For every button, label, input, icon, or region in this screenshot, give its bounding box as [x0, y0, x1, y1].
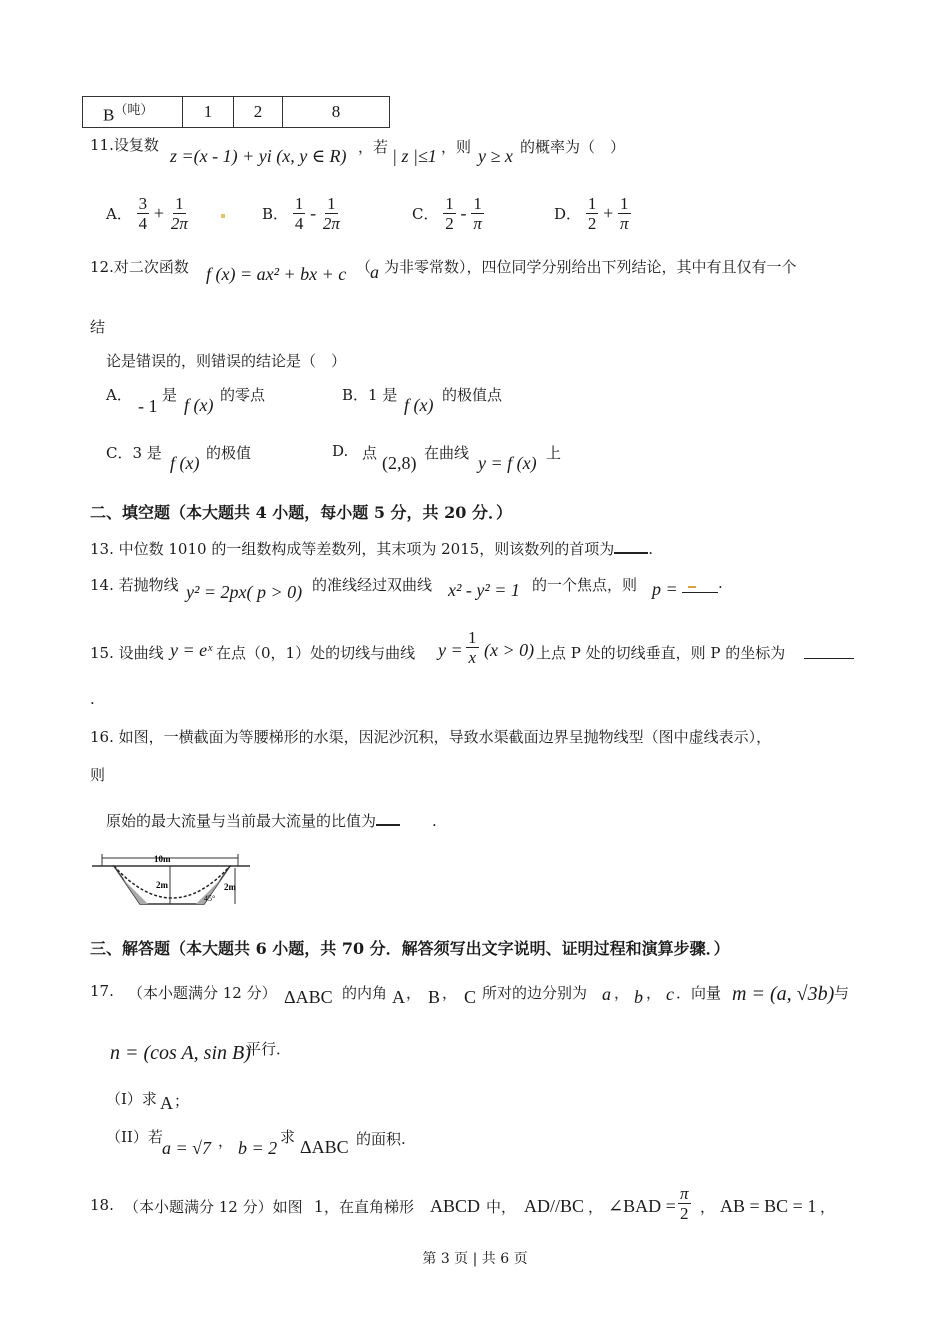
q12-option-c-label: C．3 是 — [106, 444, 162, 462]
q12-option-b-tail: 的极值点 — [442, 386, 503, 404]
q17-part1-label: （I）求 — [106, 1090, 157, 1108]
frac-num: 1 — [473, 194, 482, 213]
q13 — [90, 538, 653, 559]
q14-tail: 的一个焦点，则 — [532, 576, 638, 594]
q11-expression: z =(x - 1) + yi (x, y ∈ R) — [170, 146, 347, 166]
q12-option-b-f: f (x) — [404, 395, 434, 415]
q17-score: （本小题满分 12 分） — [128, 984, 277, 1002]
q11-condition2: y ≥ x — [478, 146, 513, 166]
q14-end: . — [718, 574, 723, 592]
q15-fraction — [466, 628, 479, 667]
q16-line3-text: 原始的最大流量与当前最大流量的比值为 — [106, 812, 377, 830]
q12-option-a-val: - 1 — [138, 396, 158, 416]
q15-condition: (x > 0) — [484, 640, 535, 660]
frac-den: 2π — [170, 214, 188, 233]
frac-den: 2 — [680, 1204, 689, 1223]
answer-blank — [804, 648, 854, 659]
frac-den: 2 — [587, 214, 597, 233]
frac-num: 1 — [327, 194, 336, 213]
q12-option-d-mid2: 在曲线 — [424, 444, 470, 462]
q12-option-d-label: D. — [332, 442, 349, 460]
q17-part2-triangle: ΔABC — [300, 1137, 349, 1157]
q15-tail: 上点 P 处的切线垂直，则 P 的坐标为 — [536, 644, 786, 662]
q14-mid: 的准线经过双曲线 — [312, 576, 433, 594]
q17-angle-c: C — [464, 987, 477, 1007]
q18-equal-sides: AB = BC = 1 — [720, 1196, 817, 1216]
frac-num: 1 — [175, 194, 184, 213]
q15-curve1: y = eˣ — [170, 640, 213, 660]
label-depth-left: 2m — [156, 880, 168, 890]
q13-end: . — [648, 540, 654, 558]
frac-den: x — [468, 648, 477, 667]
paren-open: （ — [356, 258, 372, 276]
table-cell: 8 — [283, 97, 390, 128]
q14-parabola: y² = 2px( p > 0) — [186, 582, 303, 602]
q11-option-c — [412, 194, 484, 233]
q18-score: （本小题满分 12 分）如图 — [124, 1198, 303, 1216]
frac-den: 4 — [138, 214, 148, 233]
option-label: B． — [262, 205, 289, 223]
frac-den: 2π — [322, 214, 340, 233]
q11-tail: 的概率为（ ） — [520, 138, 626, 156]
frac-num: 1 — [445, 194, 454, 213]
row-label-text: B — [103, 105, 115, 125]
q17-part2-a: a = √7 — [162, 1138, 212, 1158]
label-depth-right: 2m — [224, 882, 236, 892]
operator: + — [153, 203, 165, 223]
q16-figure — [92, 850, 252, 912]
option-label: A． — [106, 205, 132, 223]
label-angle: 45° — [204, 894, 216, 903]
q17-part2-tail: 的面积. — [356, 1130, 406, 1148]
q12-line2: 结 — [90, 318, 106, 336]
table-row — [83, 97, 390, 128]
frac-den: π — [473, 214, 482, 233]
q17-part2-label: （II）若 — [106, 1128, 163, 1146]
q12-number: 12. — [90, 258, 114, 276]
frac-num: π — [680, 1184, 689, 1203]
q17-side-a: a — [602, 984, 611, 1004]
q12-option-b-label: B．1 是 — [342, 386, 398, 404]
q17-part2-b: b = 2 — [238, 1138, 278, 1158]
q17-angle-a: A — [392, 987, 405, 1007]
q18-quad: ABCD — [430, 1196, 481, 1216]
option-label: C． — [412, 205, 439, 223]
channel-diagram — [92, 850, 252, 912]
q18-figure-num: 1 — [314, 1196, 323, 1216]
q17-part1-var: A — [160, 1093, 173, 1113]
q18-t2: 中， — [486, 1198, 517, 1216]
q12-line3: 论是错误的，则错误的结论是（ ） — [106, 352, 347, 370]
operator: - — [460, 203, 467, 223]
q17-t4: 与 — [834, 984, 850, 1002]
stray-mark — [688, 586, 696, 588]
q12-option-c-f: f (x) — [170, 453, 200, 473]
q18-fraction — [678, 1184, 691, 1223]
q16-line3 — [106, 810, 437, 831]
data-table — [82, 96, 390, 128]
q11-mid1: ，若 — [358, 138, 389, 156]
q17-vector-m: m = (a, √3b) — [732, 983, 835, 1005]
q12-paren — [356, 256, 371, 277]
frac-den: 2 — [445, 214, 454, 233]
row-unit: （吨） — [114, 102, 154, 118]
page-footer: 第 3 页 | 共 6 页 — [422, 1251, 528, 1267]
q12-option-a-label: A． — [106, 386, 132, 404]
q12-option-d-point: (2,8) — [382, 453, 417, 473]
table-cell: 2 — [234, 97, 283, 128]
section-title-solutions: 三、解答题（本大题共 6 小题，共 70 分．解答须写出文字说明、证明过程和演算步骤．） — [90, 939, 730, 958]
table-row-label — [83, 97, 183, 128]
q17-vector-n: n = (cos A, sin B) — [110, 1042, 251, 1064]
q15-mid: 在点（0，1）处的切线与曲线 — [216, 644, 416, 662]
q17-part1-end: ； — [174, 1092, 190, 1110]
q14-lead: 14. 若抛物线 — [90, 576, 179, 594]
q11-option-a — [106, 194, 190, 233]
q12-option-c-tail: 的极值 — [206, 444, 252, 462]
frac-den: 4 — [294, 214, 304, 233]
q18-angle: ∠BAD = — [608, 1196, 676, 1216]
q17-t3: ．向量 — [676, 984, 722, 1002]
q15-line2: . — [90, 690, 95, 708]
q12-option-a-tail: 的零点 — [220, 386, 266, 404]
q12-a-var: a — [370, 262, 379, 282]
q11-option-d — [554, 194, 631, 233]
q12-option-d-tail: 上 — [546, 444, 562, 462]
q12-option-a-f: f (x) — [184, 395, 214, 415]
answer-blank — [376, 824, 400, 826]
q14-hyperbola: x² - y² = 1 — [448, 580, 520, 600]
operator: + — [603, 203, 614, 223]
q11-stem — [90, 134, 159, 155]
q11-lead: 设复数 — [113, 136, 159, 154]
q17-side-b: b — [634, 987, 643, 1007]
q16-line2: 则 — [90, 766, 106, 784]
q17-side-c: c — [666, 984, 674, 1004]
q17-t2: 所对的边分别为 — [482, 984, 588, 1002]
q12-option-d-curve: y = f (x) — [478, 453, 537, 473]
q18-parallel: AD//BC — [524, 1196, 585, 1216]
q17-t1: 的内角 — [342, 984, 388, 1002]
frac-num: 1 — [468, 628, 477, 647]
q17-part2-mid: 求 — [280, 1128, 296, 1146]
q16-end: . — [432, 812, 437, 830]
q12-option-d-mid: 点 — [362, 444, 378, 462]
answer-blank — [614, 552, 648, 554]
q16-line1: 16. 如图，一横截面为等腰梯形的水渠，因泥沙沉积，导致水渠截面边界呈抛物线型（图中虚线表示）， — [90, 728, 772, 746]
q12-lead: 对二次函数 — [113, 258, 189, 276]
q13-text: 13. 中位数 1010 的一组数构成等差数列，其末项为 2015，则该数列的首项为 — [90, 540, 615, 558]
q11-condition: | z |≤1 — [392, 146, 437, 166]
operator: - — [310, 203, 317, 223]
frac-num: 1 — [620, 194, 629, 213]
option-label: D． — [554, 205, 582, 223]
q17-triangle: ΔABC — [284, 987, 333, 1007]
q11-mid2: ，则 — [441, 138, 472, 156]
q18-number: 18. — [90, 1196, 114, 1214]
q12-stem — [90, 256, 189, 277]
label-top-width: 10m — [154, 854, 171, 864]
q11-option-b — [262, 194, 342, 233]
q15-y: y = — [438, 640, 463, 660]
q11-number: 11. — [90, 136, 114, 154]
frac-num: 1 — [294, 194, 304, 213]
table-cell: 1 — [183, 97, 234, 128]
q18-t1: ，在直角梯形 — [324, 1198, 415, 1216]
q14-answer-var: p = — [652, 579, 678, 599]
q17-t5: 平行． — [246, 1040, 292, 1058]
stray-mark — [221, 214, 225, 218]
q12-expression: f (x) = ax² + bx + c — [206, 264, 347, 284]
frac-den: π — [620, 214, 629, 233]
section-title-fill-in: 二、填空题（本大题共 4 小题，每小题 5 分，共 20 分．） — [90, 503, 512, 522]
frac-num: 3 — [138, 194, 148, 213]
q17-number: 17. — [90, 982, 114, 1000]
frac-num: 1 — [587, 194, 597, 213]
q15-lead: 15. 设曲线 — [90, 644, 164, 662]
q12-option-a-mid: 是 — [162, 386, 178, 404]
q12-paren-text: 为非零常数），四位同学分别给出下列结论，其中有且仅有一个 — [384, 258, 797, 276]
q17-angle-b: B — [428, 987, 441, 1007]
